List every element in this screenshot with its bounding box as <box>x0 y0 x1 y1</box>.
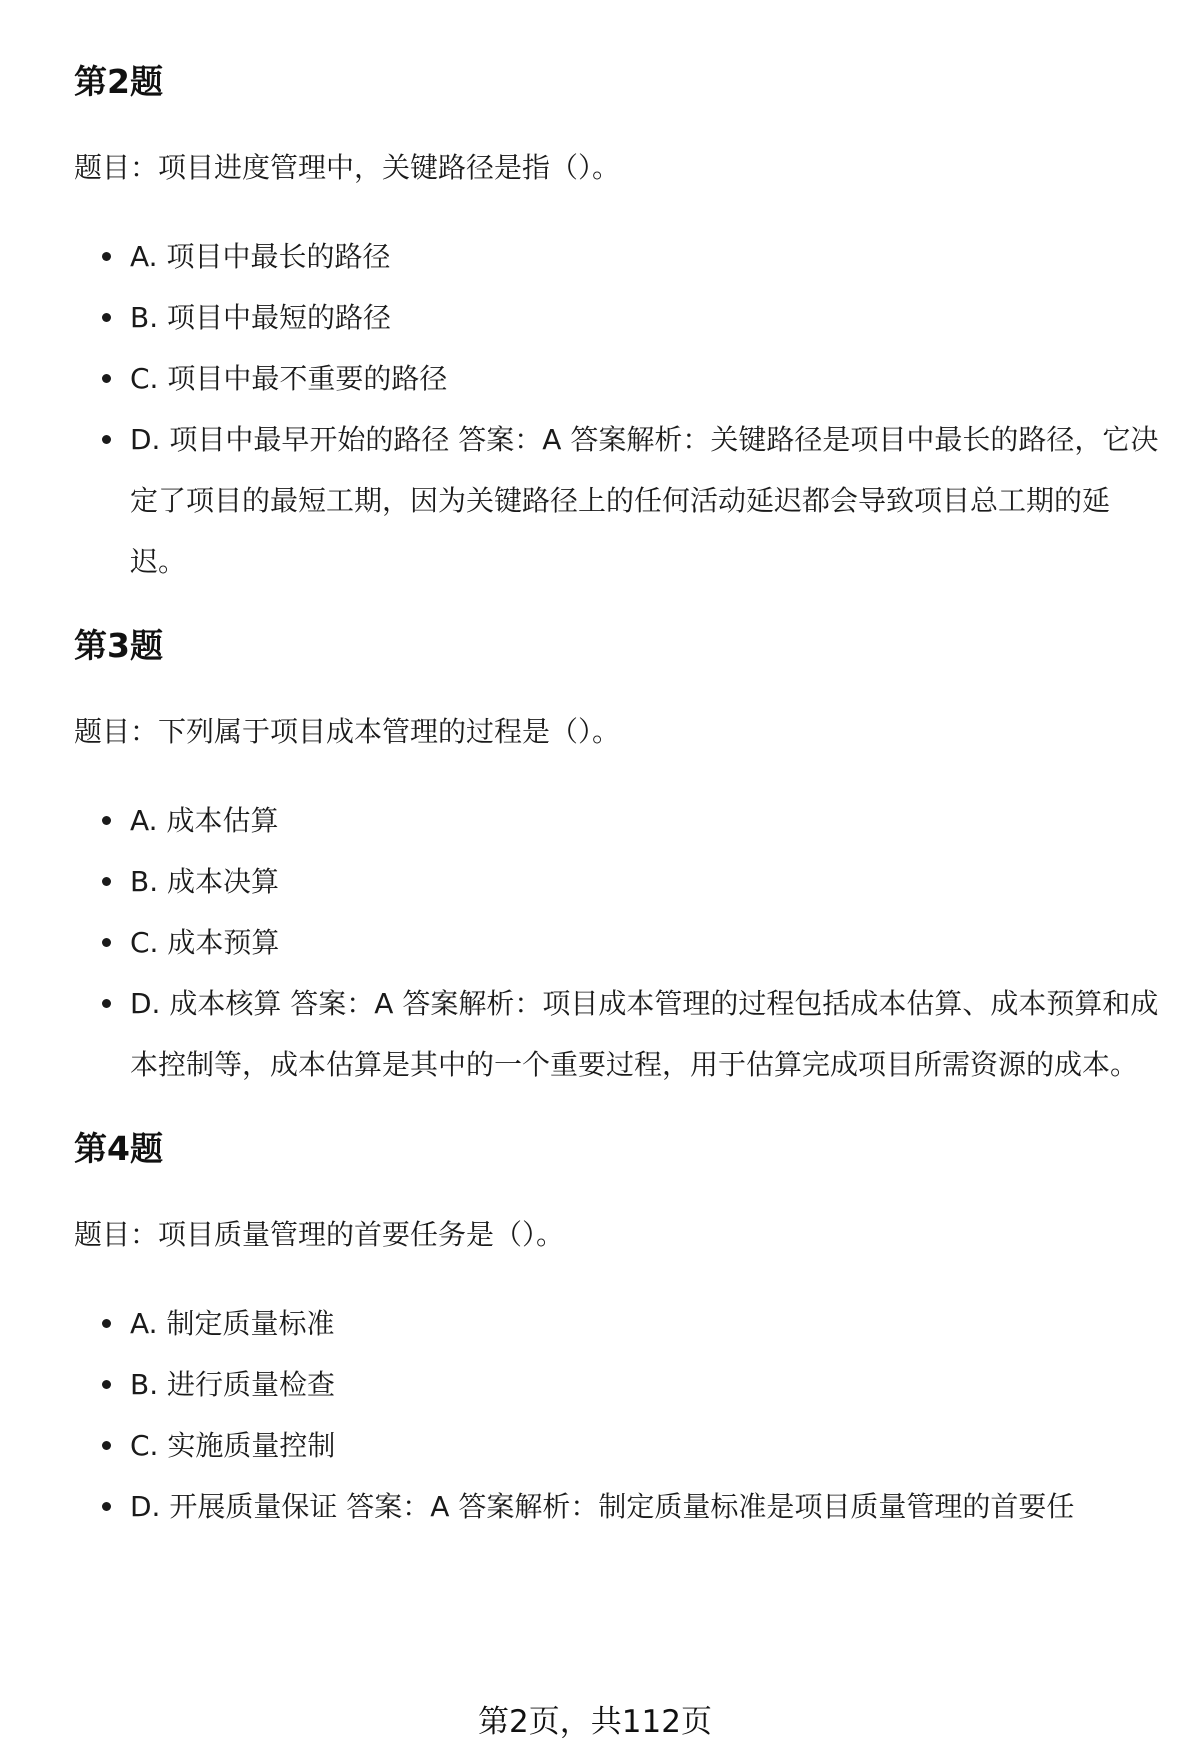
question-2 <box>74 58 1174 622</box>
bullet-icon <box>102 1380 111 1389</box>
bullet-icon <box>102 816 111 825</box>
bullet-icon <box>102 374 111 383</box>
option-text: A. 成本估算 <box>130 804 279 837</box>
bullet-icon <box>102 877 111 886</box>
option-list <box>74 1293 1174 1537</box>
option-text: C. 成本预算 <box>130 926 280 959</box>
page-number-footer: 第2页，共112页 <box>478 1704 712 1740</box>
option-list <box>74 226 1174 592</box>
question-4 <box>74 1125 1174 1537</box>
question-heading: 第2题 <box>74 62 163 101</box>
option-text: B. 进行质量检查 <box>130 1368 336 1401</box>
bullet-icon <box>102 999 111 1008</box>
option-text: A. 制定质量标准 <box>130 1307 335 1340</box>
question-heading: 第3题 <box>74 626 163 665</box>
option-item-a <box>74 790 1174 851</box>
option-text: B. 成本决算 <box>130 865 280 898</box>
option-item-b <box>74 851 1174 912</box>
option-text: D. 项目中最早开始的路径 答案：A 答案解析：关键路径是项目中最长的路径，它决定了项目的最短工期，因为关键路径上的任何活动延迟都会导致项目总工期的延迟。 <box>130 423 1159 578</box>
option-item-d <box>74 973 1174 1095</box>
option-item-c <box>74 912 1174 973</box>
option-item-a <box>74 1293 1174 1354</box>
questions-container <box>74 58 1174 1537</box>
option-item-d <box>74 409 1174 592</box>
section-spacer <box>74 1095 1174 1125</box>
option-list <box>74 790 1174 1095</box>
option-item-d <box>74 1476 1174 1537</box>
option-item-a <box>74 226 1174 287</box>
question-text: 题目：项目质量管理的首要任务是（）。 <box>74 1218 565 1251</box>
option-text: C. 实施质量控制 <box>130 1429 336 1462</box>
question-text: 题目：下列属于项目成本管理的过程是（）。 <box>74 715 621 748</box>
option-item-c <box>74 1415 1174 1476</box>
option-text: A. 项目中最长的路径 <box>130 240 391 273</box>
option-text: C. 项目中最不重要的路径 <box>130 362 448 395</box>
option-item-b <box>74 287 1174 348</box>
bullet-icon <box>102 1319 111 1328</box>
bullet-icon <box>102 938 111 947</box>
option-text: D. 开展质量保证 答案：A 答案解析：制定质量标准是项目质量管理的首要任 <box>130 1490 1075 1523</box>
bullet-icon <box>102 435 111 444</box>
question-3 <box>74 622 1174 1125</box>
bullet-icon <box>102 313 111 322</box>
bullet-icon <box>102 252 111 261</box>
option-item-c <box>74 348 1174 409</box>
question-heading: 第4题 <box>74 1129 163 1168</box>
bullet-icon <box>102 1441 111 1450</box>
question-text: 题目：项目进度管理中，关键路径是指（）。 <box>74 151 621 184</box>
option-text: B. 项目中最短的路径 <box>130 301 392 334</box>
option-item-b <box>74 1354 1174 1415</box>
bullet-icon <box>102 1502 111 1511</box>
option-text: D. 成本核算 答案：A 答案解析：项目成本管理的过程包括成本估算、成本预算和成本控制等，成本估算是其中的一个重要过程，用于估算完成项目所需资源的成本。 <box>130 987 1159 1081</box>
section-spacer <box>74 592 1174 622</box>
